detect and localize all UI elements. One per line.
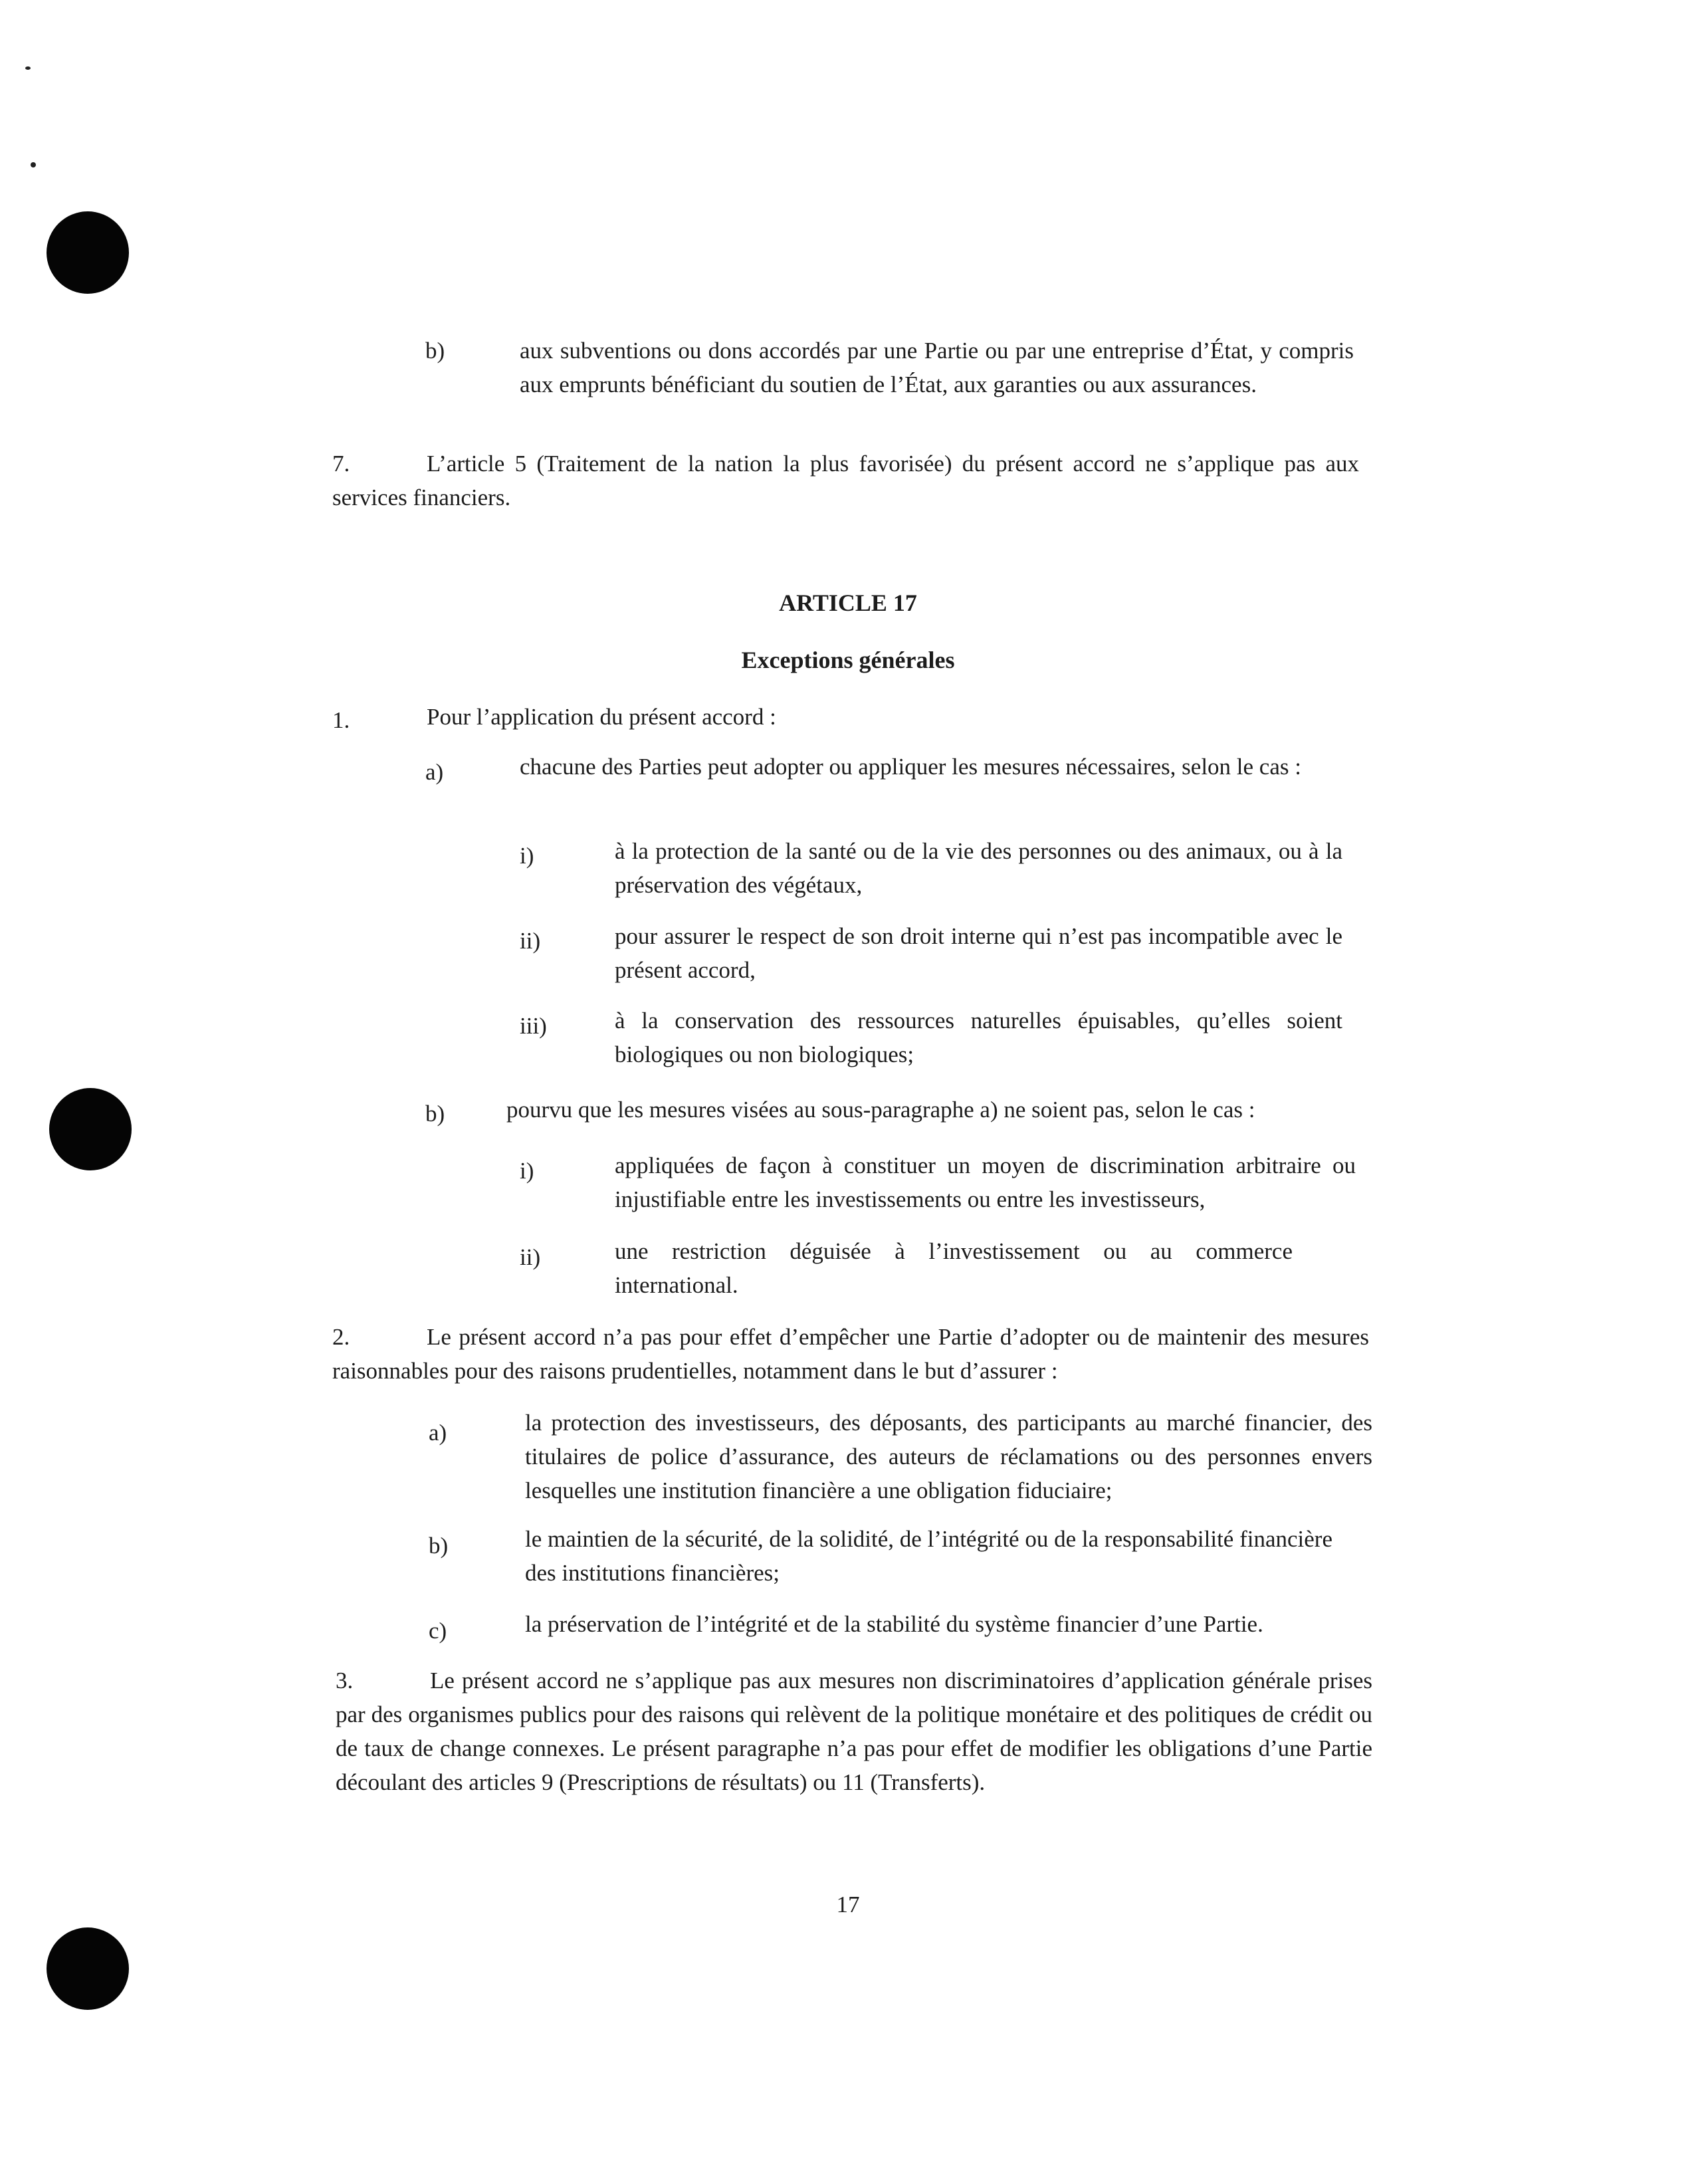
- subitem-text: à la protection de la santé ou de la vie des personnes ou des animaux, ou à la préservation des végétaux,: [615, 838, 1342, 898]
- item-label: a): [429, 1420, 447, 1446]
- punch-hole-middle: [49, 1088, 132, 1170]
- paragraph-number: 7.: [332, 451, 350, 477]
- subitem-label: ii): [520, 928, 541, 954]
- subitem-label: i): [520, 1158, 534, 1184]
- item-label: b): [425, 1101, 445, 1127]
- punch-hole-bottom: [47, 1927, 129, 2010]
- subitem-text: pour assurer le respect de son droit interne qui n’est pas incompatible avec le présent accord,: [615, 923, 1342, 983]
- page-number: 17: [836, 1892, 860, 1917]
- subitem-text: une restriction déguisée à l’investissement ou au commerce international.: [615, 1238, 1293, 1298]
- subitem-text: appliquées de façon à constituer un moyen de discrimination arbitraire ou injustifiable entre les investissements ou entre les investisseurs,: [615, 1152, 1356, 1212]
- paragraph-3: [336, 1664, 1372, 1799]
- item-label: b): [425, 338, 445, 364]
- scan-speck: [31, 162, 36, 167]
- item-label: a): [425, 759, 444, 785]
- item-text: chacune des Parties peut adopter ou appliquer les mesures nécessaires, selon le cas :: [520, 754, 1301, 780]
- item-text: aux subventions ou dons accordés par une Partie ou par une entreprise d’État, y compris aux emprunts bénéficiant du soutien de l’État, aux garanties ou aux assurances.: [520, 338, 1354, 397]
- paragraph-text: Le présent accord ne s’applique pas aux mesures non discriminatoires d’application générale prises par des organismes publics pour des raisons qui relèvent de la politique monétaire et des politiques de crédit ou de taux de change connexes. Le présent paragraphe n’a pas pour effet de modifier les obligations d’une Partie découlant des articles 9 (Prescriptions de résultats) ou 11 (Transferts).: [336, 1668, 1372, 1795]
- paragraph-number: 1.: [332, 707, 350, 733]
- item-label: b): [429, 1533, 449, 1559]
- item-label: c): [429, 1618, 447, 1644]
- paragraph-text: Le présent accord n’a pas pour effet d’empêcher une Partie d’adopter ou de maintenir des mesures raisonnables pour des raisons prudentielles, notamment dans le but d’assurer :: [332, 1324, 1369, 1384]
- item-text: le maintien de la sécurité, de la solidité, de l’intégrité ou de la responsabilité financière des institutions financières;: [525, 1526, 1332, 1586]
- scan-speck: [25, 66, 31, 70]
- article-heading: ARTICLE 17: [779, 590, 917, 616]
- punch-hole-top: [47, 211, 129, 294]
- paragraph-number: 3.: [336, 1668, 354, 1693]
- subitem-label: ii): [520, 1244, 541, 1270]
- paragraph-2: [332, 1320, 1369, 1388]
- item-text: pourvu que les mesures visées au sous-paragraphe a) ne soient pas, selon le cas :: [506, 1097, 1255, 1123]
- subitem-label: i): [520, 843, 534, 869]
- paragraph-text: L’article 5 (Traitement de la nation la plus favorisée) du présent accord ne s’applique pas aux services financiers.: [332, 451, 1359, 510]
- item-text: la protection des investisseurs, des déposants, des participants au marché financier, des titulaires de police d’assurance, des auteurs de réclamations ou des personnes envers lesquelles une institution financière a une obligation fiduciaire;: [525, 1410, 1372, 1503]
- article-title: Exceptions générales: [741, 647, 955, 673]
- paragraph-7: [332, 447, 1359, 514]
- paragraph-number: 2.: [332, 1324, 350, 1350]
- paragraph-text: Pour l’application du présent accord :: [427, 704, 776, 730]
- item-text: la préservation de l’intégrité et de la stabilité du système financier d’une Partie.: [525, 1611, 1263, 1637]
- subitem-text: à la conservation des ressources naturelles épuisables, qu’elles soient biologiques ou non biologiques;: [615, 1008, 1342, 1067]
- subitem-label: iii): [520, 1013, 547, 1039]
